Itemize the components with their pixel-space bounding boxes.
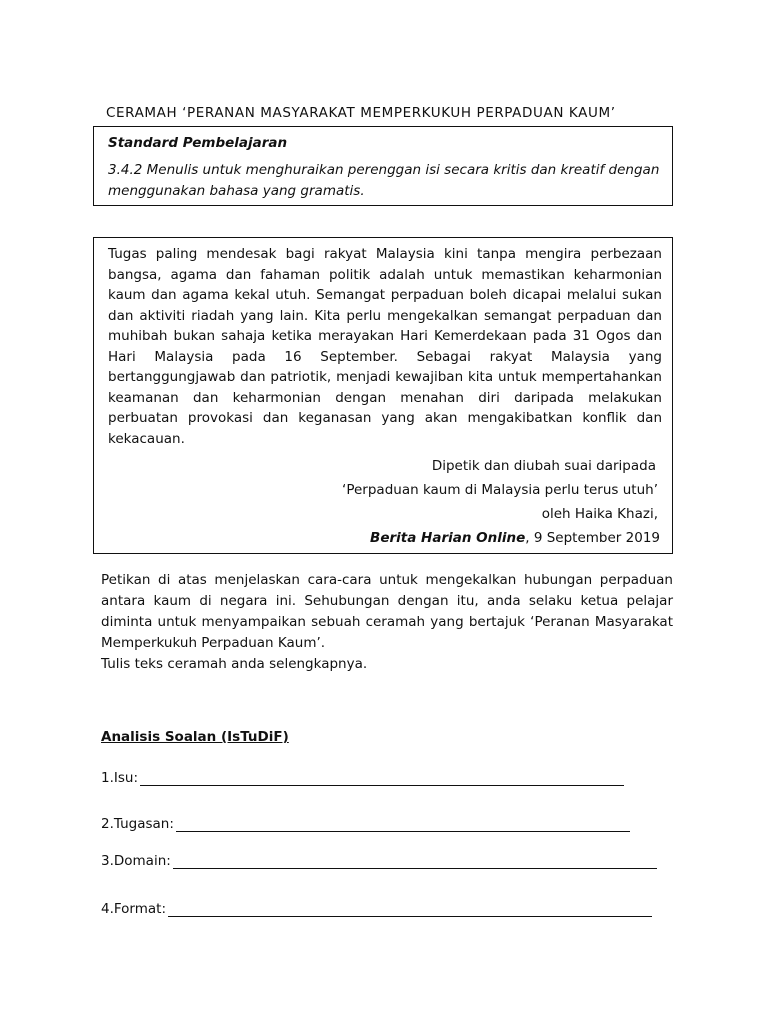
analisis-label-tugasan: 2.Tugasan: [101, 816, 174, 832]
document-title: CERAMAH ‘PERANAN MASYARAKAT MEMPERKUKUH PERPADUAN KAUM’ [106, 105, 616, 121]
standard-box [93, 126, 673, 206]
instruction-last-line: Tulis teks ceramah anda selengkapnya. [101, 656, 368, 672]
source-line-3: oleh Haika Khazi, [541, 506, 658, 522]
analisis-label-domain: 3.Domain: [101, 853, 171, 869]
answer-line-isu[interactable] [140, 773, 624, 786]
instruction-paragraph: Petikan di atas menjelaskan cara-cara untuk mengekalkan hubungan perpaduan antara kaum di negara ini. Sehubungan dengan itu, anda selaku ketua pelajar diminta untuk menyampaikan sebuah ceramah yang bertajuk ‘Peranan Masyarakat Memperkukuh Perpaduan Kaum’. [101, 572, 673, 651]
standard-heading: Standard Pembelajaran [108, 135, 288, 151]
instruction-block [101, 570, 673, 675]
analisis-item-isu [101, 770, 624, 786]
analisis-item-domain [101, 853, 657, 869]
analisis-label-isu: 1.Isu: [101, 770, 138, 786]
standard-text: 3.4.2 Menulis untuk menghuraikan perenggan isi secara kritis dan kreatif dengan menggunakan bahasa yang gramatis. [108, 162, 660, 199]
analisis-item-tugasan [101, 816, 630, 832]
answer-line-format[interactable] [168, 904, 652, 917]
source-publication: Berita Harian Online [370, 530, 526, 546]
source-line-1: Dipetik dan diubah suai daripada [431, 458, 656, 474]
analisis-heading: Analisis Soalan (IsTuDiF) [101, 729, 289, 745]
answer-line-tugasan[interactable] [176, 819, 630, 832]
analisis-label-format: 4.Format: [101, 901, 167, 917]
answer-line-domain[interactable] [173, 856, 657, 869]
analisis-item-format [101, 901, 652, 917]
passage-text: Tugas paling mendesak bagi rakyat Malaysia kini tanpa mengira perbezaan bangsa, agama dan fahaman politik adalah untuk memastikan keharmonian kaum dan agama kekal utuh. Semangat perpaduan boleh dicapai melalui sukan dan aktiviti riadah yang lain. Kita perlu mengekalkan semangat perpaduan dan muhibah bukan sahaja ketika merayakan Hari Kemerdekaan pada 31 Ogos dan Hari Malaysia pada 16 September. Sebagai rakyat Malaysia yang bertanggungjawab dan patriotik, menjadi kewajiban kita untuk mempertahankan keamanan dan keharmonian dengan menahan diri daripada melakukan perbuatan provokasi dan keganasan yang akan mengakibatkan konflik dan kekacauan. [108, 246, 662, 447]
passage-box [93, 237, 673, 554]
source-citation [370, 530, 660, 546]
source-date: , 9 September 2019 [525, 530, 660, 546]
source-line-2: ‘Perpaduan kaum di Malaysia perlu terus utuh’ [342, 482, 658, 498]
